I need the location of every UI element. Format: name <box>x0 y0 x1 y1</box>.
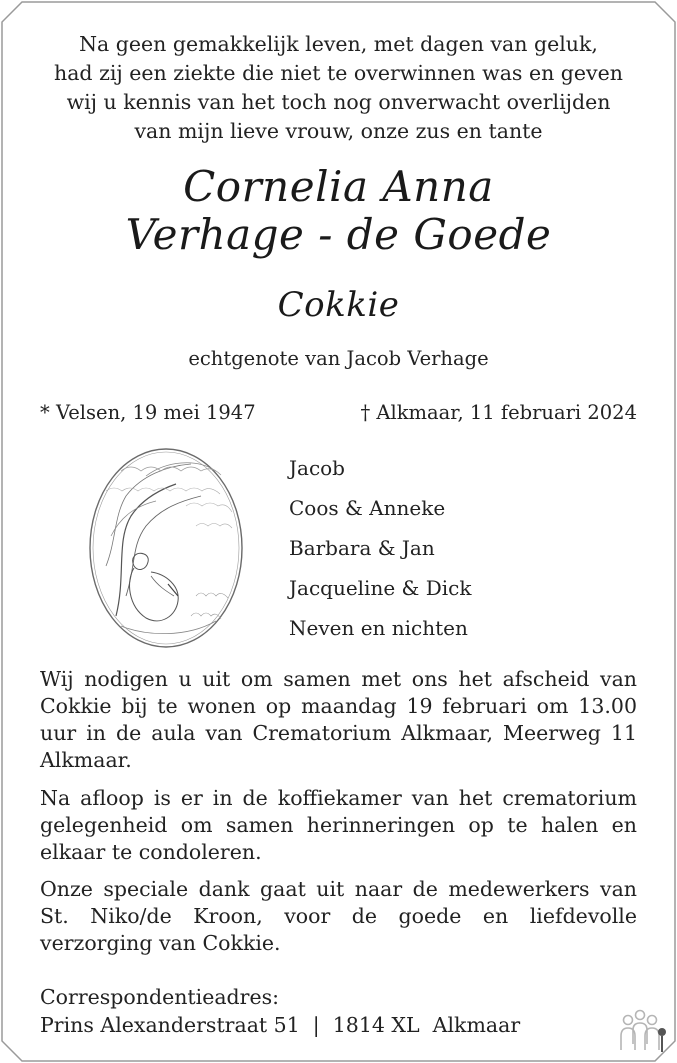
intro-line: van mijn lieve vrouw, onze zus en tante <box>134 119 543 143</box>
family-list <box>289 453 471 653</box>
deceased-name-last: Verhage - de Goede <box>125 210 552 259</box>
family-member: Neven en nichten <box>289 616 468 640</box>
spouse-line: echtgenote van Jacob Verhage <box>188 347 489 370</box>
family-member: Barbara & Jan <box>289 536 435 560</box>
reception-paragraph: Na afloop is er in de koffiekamer van het crematorium gelegenheid om samen herinneringen op te halen en elkaar te condoleren. <box>40 786 637 864</box>
intro-line: had zij een ziekte die niet te overwinnen was en geven <box>54 61 623 85</box>
birth-date: * Velsen, 19 mei 1947 <box>40 401 256 424</box>
correspondence-block <box>40 983 520 1039</box>
funeral-invitation-paragraph: Wij nodigen u uit om samen met ons het afscheid van Cokkie bij te wonen op maandag 19 februari om 13.00 uur in de aula van Crematorium Alkmaar, Meerweg 11 Alkmaar. <box>40 667 637 772</box>
family-member: Jacob <box>289 456 345 480</box>
thanks-paragraph: Onze speciale dank gaat uit naar de medewerkers van St. Niko/de Kroon, voor de goede en liefdevolle verzorging van Cokkie. <box>40 877 637 955</box>
correspondence-label: Correspondentieadres: <box>40 985 280 1009</box>
egg-sketch-illustration <box>86 446 246 651</box>
intro-line: wij u kennis van het toch nog onverwacht overlijden <box>66 90 611 114</box>
correspondence-address: Prins Alexanderstraat 51 | 1814 XL Alkmaar <box>40 1013 521 1037</box>
family-member: Jacqueline & Dick <box>289 576 472 600</box>
intro-text <box>30 30 647 146</box>
family-member: Coos & Anneke <box>289 496 446 520</box>
deceased-name-first: Cornelia Anna <box>183 162 494 211</box>
intro-line: Na geen gemakkelijk leven, met dagen van geluk, <box>79 32 598 56</box>
death-date: † Alkmaar, 11 februari 2024 <box>360 401 637 424</box>
people-group-logo <box>618 1008 670 1053</box>
deceased-nickname: Cokkie <box>277 285 400 325</box>
